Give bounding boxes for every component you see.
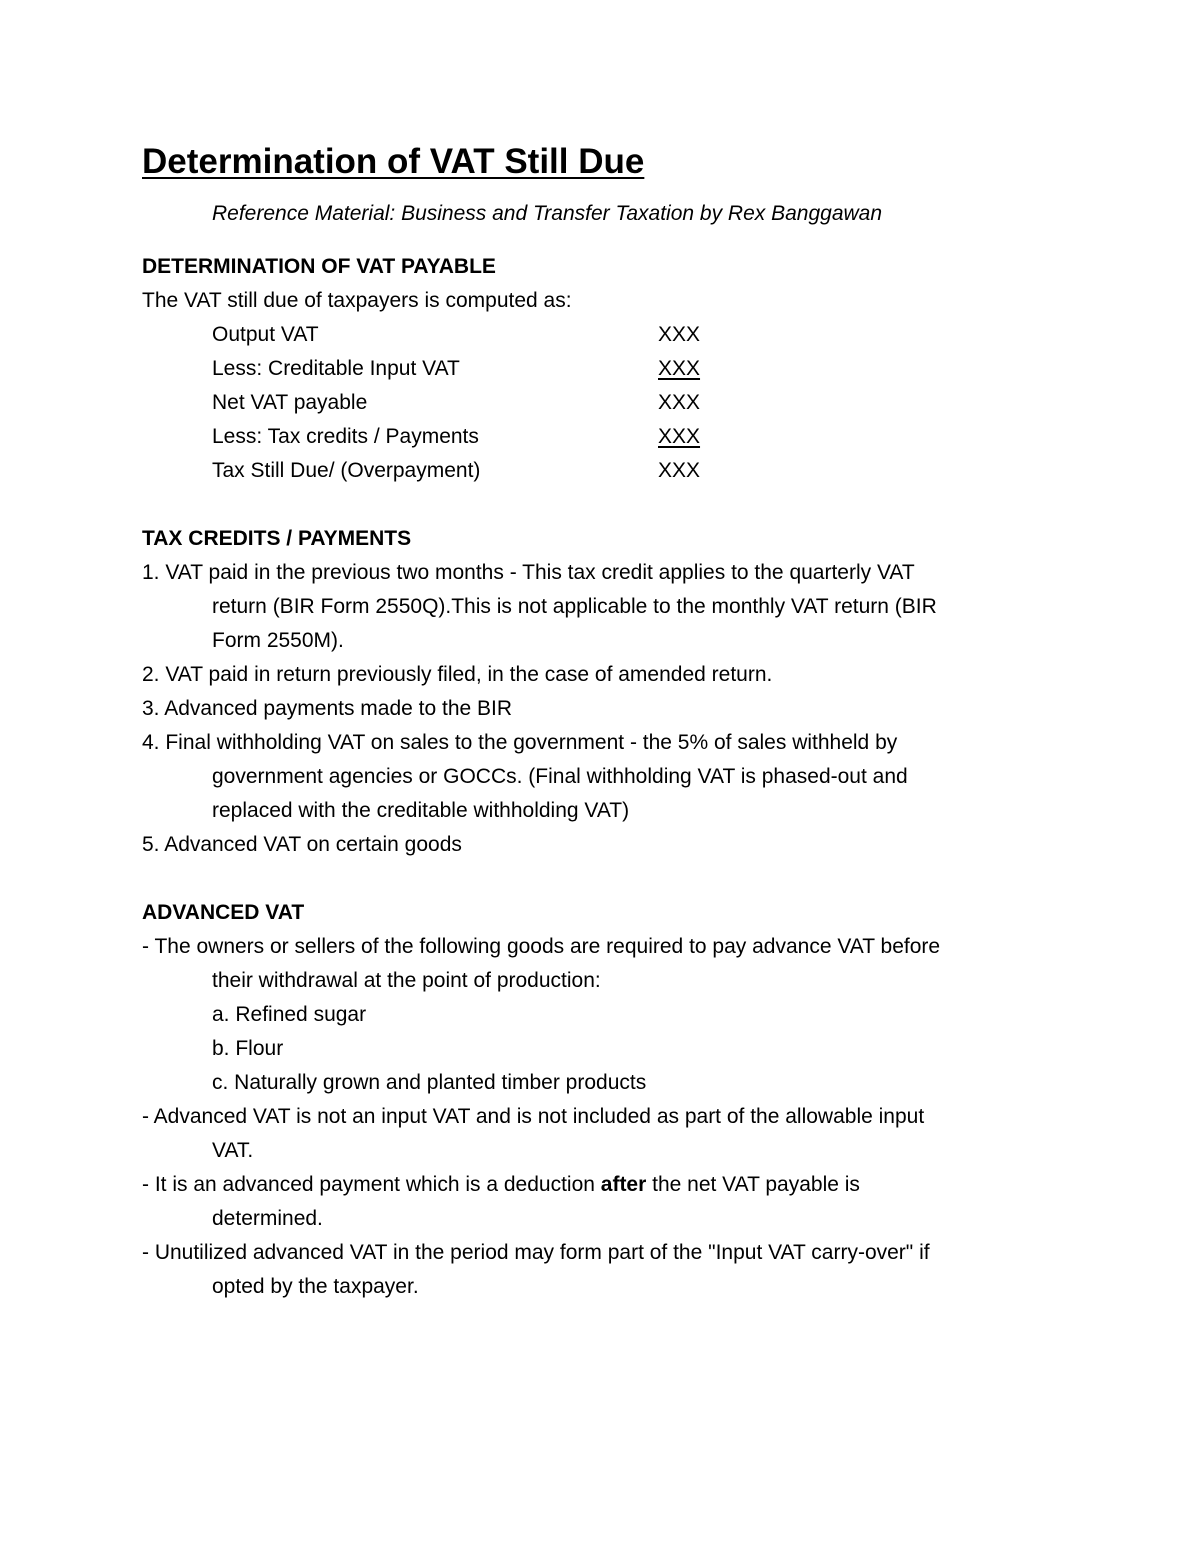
paragraph-continuation: opted by the taxpayer. [212,1275,419,1298]
computation-amount: XXX [658,357,701,380]
advanced-vat-heading: ADVANCED VAT [142,901,305,924]
goods-item: a. Refined sugar [212,1003,367,1026]
list-item-continuation: government agencies or GOCCs. (Final withholding VAT is phased-out and [212,765,908,788]
list-item: 5. Advanced VAT on certain goods [142,833,462,856]
vat-payable-intro: The VAT still due of taxpayers is computed as: [142,289,572,312]
paragraph-continuation: VAT. [212,1139,254,1162]
paragraph-line: - Advanced VAT is not an input VAT and is not included as part of the allowable input [142,1105,925,1128]
computation-amount: XXX [658,425,701,448]
list-item: 4. Final withholding VAT on sales to the government - the 5% of sales withheld by [142,731,898,754]
emphasis-text: after [600,1173,647,1196]
list-item-continuation: replaced with the creditable withholding VAT) [212,799,630,822]
list-item-continuation: return (BIR Form 2550Q).This is not applicable to the monthly VAT return (BIR [212,595,937,618]
goods-item: b. Flour [212,1037,284,1060]
computation-label: Net VAT payable [212,391,368,414]
text-segment: the net VAT payable is [646,1173,860,1196]
text-segment: - It is an advanced payment which is a deduction [142,1173,601,1196]
computation-amount: XXX [658,459,701,482]
list-item: 1. VAT paid in the previous two months - This tax credit applies to the quarterly VAT [142,561,915,584]
computation-amount: XXX [658,323,701,346]
list-item: 2. VAT paid in return previously filed, in the case of amended return. [142,663,773,686]
reference-note: Reference Material: Business and Transfer Taxation by Rex Banggawan [212,202,883,225]
paragraph-continuation: determined. [212,1207,323,1230]
goods-item: c. Naturally grown and planted timber products [212,1071,647,1094]
computation-label: Less: Tax credits / Payments [212,425,479,448]
computation-label: Tax Still Due/ (Overpayment) [212,459,481,482]
paragraph-line: - Unutilized advanced VAT in the period may form part of the "Input VAT carry-over" if [142,1241,930,1264]
paragraph-continuation: their withdrawal at the point of production: [212,969,601,992]
vat-payable-heading: DETERMINATION OF VAT PAYABLE [142,255,496,278]
computation-amount: XXX [658,391,701,414]
computation-label: Less: Creditable Input VAT [212,357,460,380]
paragraph-line [142,1170,860,1200]
list-item-continuation: Form 2550M). [212,629,344,652]
computation-label: Output VAT [212,323,319,346]
tax-credits-heading: TAX CREDITS / PAYMENTS [142,527,412,550]
document-title: Determination of VAT Still Due [142,142,645,181]
list-item: 3. Advanced payments made to the BIR [142,697,513,720]
paragraph-line: - The owners or sellers of the following goods are required to pay advance VAT before [142,935,941,958]
